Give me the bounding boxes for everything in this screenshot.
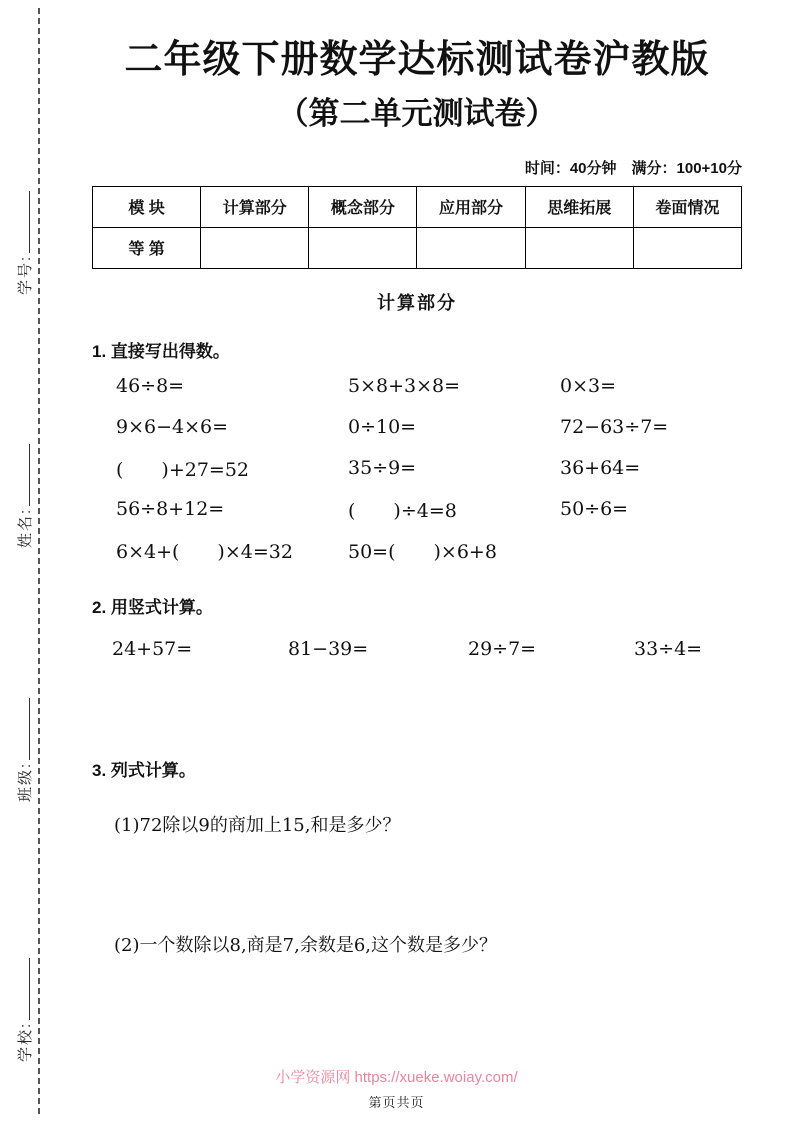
expression: 29÷7= <box>468 637 537 660</box>
question-2-expressions <box>92 638 742 660</box>
paper-subtitle: （第二单元测试卷） <box>277 95 557 132</box>
score-cell <box>633 227 741 268</box>
paper-title: 二年级下册数学达标测试卷沪教版 <box>124 36 710 81</box>
expression: 50÷6= <box>560 498 629 521</box>
question-3-label: 3. 列式计算。 <box>92 760 196 780</box>
margin-field-student-id <box>14 191 35 295</box>
section-title-calculation: 计算部分 <box>377 292 457 313</box>
student-id-blank-line <box>16 191 30 253</box>
expression: 50=( )×6+8 <box>348 540 497 563</box>
expression: 35÷9= <box>348 457 417 480</box>
question-1-label: 1. 直接写出得数。 <box>92 341 230 361</box>
expression-row <box>116 489 742 530</box>
expression: 36+64= <box>560 457 641 480</box>
expression: 33÷4= <box>634 637 703 660</box>
margin-field-school <box>14 958 35 1062</box>
expression-row <box>116 530 742 571</box>
expression: 0÷10= <box>348 416 417 439</box>
expression-row <box>116 407 742 448</box>
score-table-header-row <box>93 186 742 227</box>
score-table-header-application: 应用部分 <box>417 186 525 227</box>
question-3-item-1: (1)72除以9的商加上15,和是多少？ <box>114 814 401 836</box>
score-table-header-neatness: 卷面情况 <box>633 186 741 227</box>
expression: 72−63÷7= <box>560 416 669 439</box>
class-blank-line <box>16 698 30 760</box>
expression: ( )+27=52 <box>116 458 250 481</box>
cut-dashed-line <box>38 8 40 1114</box>
expression: 9×6−4×6= <box>116 416 229 439</box>
school-label: 学校: <box>17 1021 34 1062</box>
score-table <box>92 186 742 269</box>
expression-row <box>116 366 742 407</box>
name-label: 姓名: <box>17 507 34 548</box>
exam-time-score-info: 时间：40分钟 满分：100+10分 <box>524 159 742 177</box>
expression: 0×3= <box>560 375 617 398</box>
expression: 5×8+3×8= <box>348 375 461 398</box>
expression: ( )÷4=8 <box>348 499 457 522</box>
expression: 24+57= <box>112 637 193 660</box>
score-cell <box>525 227 633 268</box>
score-table-header-calculation: 计算部分 <box>201 186 309 227</box>
margin-field-class <box>14 698 35 802</box>
score-cell <box>309 227 417 268</box>
paper-content <box>92 0 742 957</box>
margin-field-name <box>14 444 35 548</box>
expression: 81−39= <box>288 637 369 660</box>
score-table-header-thinking: 思维拓展 <box>525 186 633 227</box>
question-2-label: 2. 用竖式计算。 <box>92 597 213 617</box>
expression: 6×4+( )×4=32 <box>116 540 293 563</box>
score-cell <box>417 227 525 268</box>
question-3-item-2: (2)一个数除以8,商是7,余数是6,这个数是多少？ <box>114 934 498 956</box>
score-table-grade-row <box>93 227 742 268</box>
score-table-header-concept: 概念部分 <box>309 186 417 227</box>
name-blank-line <box>16 444 30 506</box>
score-cell <box>201 227 309 268</box>
footer-page-info: 第页共页 <box>368 1095 425 1110</box>
score-table-grade-label: 等 第 <box>93 227 201 268</box>
expression: 56÷8+12= <box>116 498 225 521</box>
school-blank-line <box>16 958 30 1020</box>
student-id-label: 学号: <box>17 254 34 295</box>
expression-row <box>116 448 742 489</box>
question-1-expressions <box>92 366 742 571</box>
footer-source-link: 小学资源网 https://xueke.woiay.com/ <box>275 1069 518 1086</box>
expression: 46÷8= <box>116 375 185 398</box>
score-table-header-module: 模 块 <box>93 186 201 227</box>
class-label: 班级: <box>17 761 34 802</box>
